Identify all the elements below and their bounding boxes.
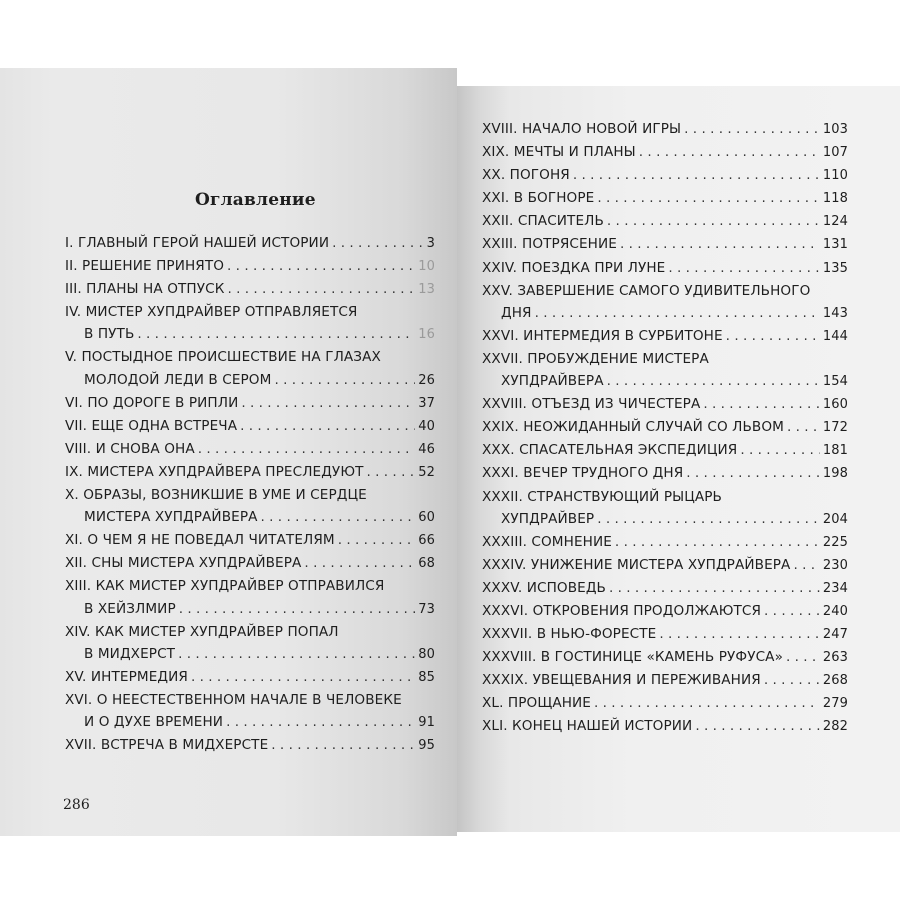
toc-entry-title: II. РЕШЕНИЕ ПРИНЯТО bbox=[65, 258, 225, 275]
toc-dot-leader bbox=[227, 255, 415, 277]
toc-entry bbox=[65, 278, 435, 301]
toc-entry-title: ДНЯ bbox=[501, 304, 532, 321]
toc-entry-page: 154 bbox=[822, 374, 848, 390]
toc-entry-page: 40 bbox=[418, 418, 435, 434]
toc-entry bbox=[65, 575, 435, 620]
toc-entry bbox=[65, 484, 435, 529]
toc-entry-page: 279 bbox=[822, 696, 848, 712]
toc-entry-title: XIX. МЕЧТЫ И ПЛАНЫ bbox=[482, 144, 636, 161]
toc-entry-page: 16 bbox=[418, 327, 435, 343]
toc-dot-leader bbox=[332, 232, 424, 254]
toc-dot-leader bbox=[594, 692, 820, 714]
toc-entry-title: ХУПДРАЙВЕРА bbox=[501, 373, 604, 390]
toc-dot-leader bbox=[274, 369, 415, 391]
toc-entry-page: 234 bbox=[822, 580, 848, 596]
toc-entry-title: XXXVII. В НЬЮ-ФОРЕСТЕ bbox=[482, 626, 657, 643]
toc-dot-leader bbox=[726, 325, 820, 347]
toc-entry-title: XXI. В БОГНОРЕ bbox=[482, 190, 595, 207]
toc-entry bbox=[482, 486, 848, 531]
toc-entry bbox=[482, 439, 848, 462]
toc-entry-title: XVIII. НАЧАЛО НОВОЙ ИГРЫ bbox=[482, 121, 682, 137]
toc-dot-leader bbox=[597, 508, 820, 530]
toc-entry bbox=[65, 734, 435, 757]
toc-entry bbox=[482, 164, 848, 187]
toc-entry-title: И О ДУХЕ ВРЕМЕНИ bbox=[84, 713, 224, 730]
toc-entry-page: 135 bbox=[822, 260, 848, 276]
toc-entry bbox=[482, 623, 848, 646]
toc-entry bbox=[482, 233, 848, 256]
toc-left-column bbox=[65, 232, 435, 757]
toc-entry bbox=[482, 600, 848, 623]
toc-dot-leader bbox=[786, 646, 820, 668]
toc-dot-leader bbox=[607, 370, 820, 392]
toc-dot-leader bbox=[609, 577, 820, 599]
toc-entry-title: IV. МИСТЕР ХУПДРАЙВЕР ОТПРАВЛЯЕТСЯ bbox=[65, 304, 358, 321]
toc-entry-page: 80 bbox=[418, 646, 435, 662]
toc-dot-leader bbox=[227, 278, 415, 300]
toc-entry-title: В МИДХЕРСТ bbox=[84, 645, 176, 662]
toc-dot-leader bbox=[573, 164, 820, 186]
toc-entry-page: 240 bbox=[822, 603, 848, 619]
toc-entry bbox=[482, 462, 848, 485]
toc-entry-title: XXXI. ВЕЧЕР ТРУДНОГО ДНЯ bbox=[482, 465, 684, 482]
toc-entry bbox=[65, 461, 435, 484]
toc-entry-page: 66 bbox=[418, 533, 435, 549]
page-number: 286 bbox=[63, 797, 90, 813]
toc-entry-title: В ПУТЬ bbox=[84, 326, 135, 343]
toc-entry-title: XX. ПОГОНЯ bbox=[482, 167, 570, 184]
toc-entry-page: 85 bbox=[418, 669, 435, 685]
toc-dot-leader bbox=[597, 187, 820, 209]
toc-entry-title: V. ПОСТЫДНОЕ ПРОИСШЕСТВИЕ НА ГЛАЗАХ bbox=[65, 349, 381, 366]
toc-dot-leader bbox=[198, 438, 416, 460]
toc-entry bbox=[65, 346, 435, 391]
toc-entry-title: XLI. КОНЕЦ НАШЕЙ ИСТОРИИ bbox=[482, 718, 693, 735]
toc-dot-leader bbox=[684, 118, 820, 140]
toc-entry bbox=[65, 255, 435, 278]
toc-entry-page: 131 bbox=[822, 237, 848, 253]
toc-entry bbox=[482, 554, 848, 577]
toc-dot-leader bbox=[615, 531, 820, 553]
toc-dot-leader bbox=[793, 554, 819, 576]
toc-dot-leader bbox=[191, 666, 415, 688]
toc-entry bbox=[65, 552, 435, 575]
toc-entry bbox=[65, 392, 435, 415]
toc-entry-page: 95 bbox=[418, 738, 435, 754]
toc-entry bbox=[482, 348, 848, 393]
toc-entry bbox=[482, 416, 848, 439]
toc-entry-page: 118 bbox=[822, 191, 848, 207]
toc-entry-page: 225 bbox=[822, 534, 848, 550]
toc-entry-page: 68 bbox=[418, 556, 435, 572]
toc-entry-title: XXVIII. ОТЪЕЗД ИЗ ЧИЧЕСТЕРА bbox=[482, 396, 701, 413]
toc-entry-title: XL. ПРОЩАНИЕ bbox=[482, 695, 591, 712]
toc-entry-title: XXIX. НЕОЖИДАННЫЙ СЛУЧАЙ СО ЛЬВОМ bbox=[482, 419, 784, 436]
toc-entry-title: X. ОБРАЗЫ, ВОЗНИКШИЕ В УМЕ И СЕРДЦЕ bbox=[65, 487, 367, 504]
toc-entry bbox=[65, 232, 435, 255]
toc-entry bbox=[65, 666, 435, 689]
toc-dot-leader bbox=[367, 461, 416, 483]
toc-entry-page: 268 bbox=[822, 673, 848, 689]
toc-entry bbox=[482, 118, 848, 141]
toc-entry bbox=[482, 577, 848, 600]
toc-entry-title: МИСТЕРА ХУПДРАЙВЕРА bbox=[84, 509, 258, 526]
toc-dot-leader bbox=[179, 598, 416, 620]
toc-title: Оглавление bbox=[195, 190, 316, 210]
toc-dot-leader bbox=[178, 643, 415, 665]
toc-entry-title: XXXV. ИСПОВЕДЬ bbox=[482, 579, 606, 596]
toc-dot-leader bbox=[137, 323, 415, 345]
toc-entry-page: 52 bbox=[418, 464, 435, 480]
toc-entry-page: 3 bbox=[426, 236, 435, 251]
toc-entry-page: 110 bbox=[822, 168, 848, 184]
toc-entry-page: 144 bbox=[822, 328, 848, 344]
toc-entry bbox=[65, 621, 435, 666]
toc-entry-page: 103 bbox=[822, 122, 848, 137]
toc-entry-title: XXVII. ПРОБУЖДЕНИЕ МИСТЕРА bbox=[482, 350, 709, 367]
toc-entry-page: 13 bbox=[418, 282, 435, 298]
toc-entry bbox=[65, 301, 435, 346]
toc-entry bbox=[482, 531, 848, 554]
toc-dot-leader bbox=[304, 552, 415, 574]
toc-dot-leader bbox=[226, 711, 415, 733]
toc-dot-leader bbox=[620, 233, 820, 255]
toc-entry-title: XVI. О НЕЕСТЕСТВЕННОМ НАЧАЛЕ В ЧЕЛОВЕКЕ bbox=[65, 691, 402, 708]
toc-dot-leader bbox=[607, 210, 820, 232]
toc-dot-leader bbox=[787, 416, 820, 438]
toc-entry-page: 10 bbox=[418, 259, 435, 275]
toc-entry-page: 263 bbox=[822, 650, 848, 666]
toc-entry-title: XXXIII. СОМНЕНИЕ bbox=[482, 533, 612, 550]
toc-entry bbox=[482, 210, 848, 233]
toc-entry-title: XXIII. ПОТРЯСЕНИЕ bbox=[482, 236, 617, 253]
toc-entry-title: XII. СНЫ МИСТЕРА ХУПДРАЙВЕРА bbox=[65, 555, 302, 572]
toc-entry bbox=[482, 646, 848, 669]
toc-entry-title: XI. О ЧЕМ Я НЕ ПОВЕДАЛ ЧИТАТЕЛЯМ bbox=[65, 532, 335, 549]
toc-entry-page: 73 bbox=[418, 601, 435, 617]
toc-entry-page: 172 bbox=[822, 420, 848, 436]
toc-entry-title: XV. ИНТЕРМЕДИЯ bbox=[65, 668, 188, 685]
toc-dot-leader bbox=[659, 623, 820, 645]
toc-entry bbox=[65, 438, 435, 461]
toc-dot-leader bbox=[695, 715, 820, 737]
toc-entry-page: 160 bbox=[822, 397, 848, 413]
toc-entry-page: 282 bbox=[822, 719, 848, 735]
toc-entry bbox=[482, 325, 848, 348]
toc-entry-title: I. ГЛАВНЫЙ ГЕРОЙ НАШЕЙ ИСТОРИИ bbox=[65, 235, 330, 251]
toc-entry-title: XXIV. ПОЕЗДКА ПРИ ЛУНЕ bbox=[482, 259, 666, 276]
toc-entry-title: XXXVIII. В ГОСТИНИЦЕ «КАМЕНЬ РУФУСА» bbox=[482, 649, 783, 666]
toc-entry bbox=[482, 715, 848, 738]
toc-entry-page: 124 bbox=[822, 214, 848, 230]
toc-entry-title: XXV. ЗАВЕРШЕНИЕ САМОГО УДИВИТЕЛЬНОГО bbox=[482, 282, 811, 299]
toc-dot-leader bbox=[639, 141, 820, 163]
toc-entry-page: 26 bbox=[418, 372, 435, 388]
toc-dot-leader bbox=[668, 257, 820, 279]
toc-entry-title: VI. ПО ДОРОГЕ В РИПЛИ bbox=[65, 394, 239, 411]
toc-entry-title: IX. МИСТЕРА ХУПДРАЙВЕРА ПРЕСЛЕДУЮТ bbox=[65, 463, 364, 480]
toc-entry bbox=[482, 257, 848, 280]
toc-entry bbox=[482, 141, 848, 164]
toc-dot-leader bbox=[764, 600, 820, 622]
toc-entry-page: 143 bbox=[822, 305, 848, 321]
toc-entry-page: 230 bbox=[822, 557, 848, 573]
toc-entry-page: 204 bbox=[822, 511, 848, 527]
toc-entry-title: VII. ЕЩЕ ОДНА ВСТРЕЧА bbox=[65, 417, 238, 434]
toc-dot-leader bbox=[535, 302, 820, 324]
toc-entry-title: XVII. ВСТРЕЧА В МИДХЕРСТЕ bbox=[65, 737, 269, 754]
toc-dot-leader bbox=[240, 415, 415, 437]
toc-dot-leader bbox=[764, 669, 820, 691]
toc-entry-title: XXII. СПАСИТЕЛЬ bbox=[482, 213, 604, 230]
toc-dot-leader bbox=[338, 529, 416, 551]
toc-entry-title: XXX. СПАСАТЕЛЬНАЯ ЭКСПЕДИЦИЯ bbox=[482, 442, 738, 459]
toc-entry-title: В ХЕЙЗЛМИР bbox=[84, 600, 176, 617]
toc-entry-title: ХУПДРАЙВЕР bbox=[501, 510, 595, 527]
toc-entry-title: XXXIV. УНИЖЕНИЕ МИСТЕРА ХУПДРАЙВЕРА bbox=[482, 556, 791, 573]
toc-entry-page: 46 bbox=[418, 441, 435, 457]
toc-entry-title: XIII. КАК МИСТЕР ХУПДРАЙВЕР ОТПРАВИЛСЯ bbox=[65, 578, 385, 595]
toc-entry bbox=[482, 692, 848, 715]
toc-entry bbox=[482, 280, 848, 325]
toc-dot-leader bbox=[261, 506, 416, 528]
toc-dot-leader bbox=[271, 734, 415, 756]
toc-entry bbox=[482, 669, 848, 692]
toc-dot-leader bbox=[241, 392, 415, 414]
toc-entry-page: 60 bbox=[418, 510, 435, 526]
toc-entry-title: XIV. КАК МИСТЕР ХУПДРАЙВЕР ПОПАЛ bbox=[65, 623, 339, 640]
toc-entry bbox=[482, 393, 848, 416]
toc-entry-page: 198 bbox=[822, 466, 848, 482]
toc-entry bbox=[65, 415, 435, 438]
toc-entry bbox=[65, 689, 435, 734]
toc-entry-page: 91 bbox=[418, 714, 435, 730]
toc-entry-page: 181 bbox=[822, 443, 848, 459]
toc-entry-title: XXXII. СТРАНСТВУЮЩИЙ РЫЦАРЬ bbox=[482, 488, 722, 505]
toc-entry bbox=[65, 529, 435, 552]
toc-entry-title: XXXVI. ОТКРОВЕНИЯ ПРОДОЛЖАЮТСЯ bbox=[482, 602, 762, 619]
toc-entry-title: VIII. И СНОВА ОНА bbox=[65, 440, 195, 457]
toc-dot-leader bbox=[686, 462, 820, 484]
toc-entry-page: 37 bbox=[418, 395, 435, 411]
toc-entry-title: XXVI. ИНТЕРМЕДИЯ В СУРБИТОНЕ bbox=[482, 327, 723, 344]
toc-entry-page: 107 bbox=[822, 145, 848, 161]
toc-entry-title: III. ПЛАНЫ НА ОТПУСК bbox=[65, 281, 225, 298]
toc-dot-leader bbox=[740, 439, 820, 461]
toc-right-column bbox=[482, 118, 848, 739]
toc-dot-leader bbox=[703, 393, 820, 415]
toc-entry bbox=[482, 187, 848, 210]
toc-entry-title: МОЛОДОЙ ЛЕДИ В СЕРОМ bbox=[84, 371, 272, 388]
toc-entry-title: XXXIX. УВЕЩЕВАНИЯ И ПЕРЕЖИВАНИЯ bbox=[482, 672, 761, 689]
toc-entry-page: 247 bbox=[822, 627, 848, 643]
